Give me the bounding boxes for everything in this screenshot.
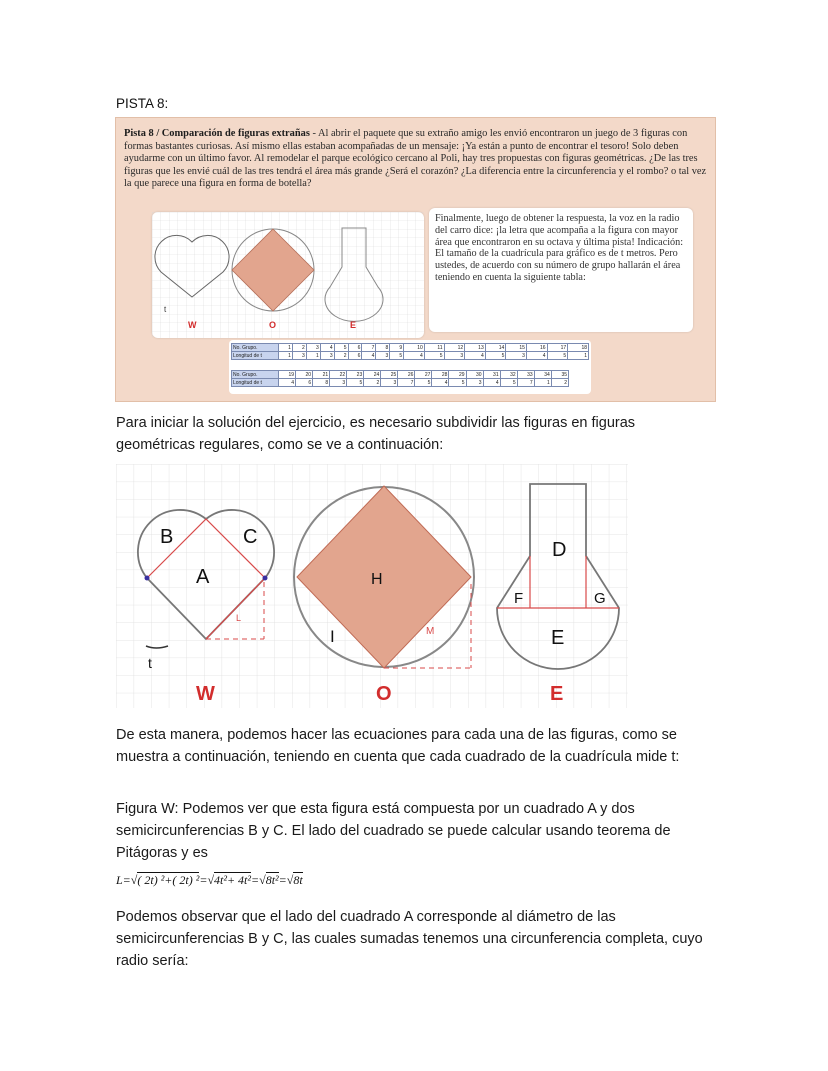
group-number-cell: 5 [334,344,348,352]
clue-text [124,128,708,191]
formula-eq-1: = [199,873,208,887]
group-number-cell: 14 [485,344,506,352]
group-number-cell: 31 [483,371,500,379]
label-w-small: W [188,320,197,330]
length-t-cell: 3 [444,352,465,360]
label-i: I [330,627,335,646]
group-number-cell: 11 [424,344,444,352]
length-t-cell: 3 [330,379,347,387]
label-f: F [514,590,524,607]
label-d: D [552,539,567,561]
intro-paragraph: Para iniciar la solución del ejercicio, es necesario subdividir las figuras en figuras geométricas regulares, como se ve a continuación: [116,415,636,453]
length-t-cell: 5 [390,352,404,360]
group-number-cell: 35 [551,371,568,379]
group-number-cell: 15 [506,344,527,352]
length-t-cell: 5 [449,379,466,387]
group-number-cell: 33 [517,371,534,379]
length-t-cell: 8 [313,379,330,387]
group-number-cell: 22 [330,371,347,379]
group-number-cell: 21 [313,371,330,379]
formula-term-4: 8t [293,873,303,887]
group-number-cell: 25 [381,371,398,379]
length-t-cell: 5 [500,379,517,387]
length-t-cell: 4 [465,352,486,360]
clue-side-text: Finalmente, luego de obtener la respuesta, la voz en la radio del carro dice: ¡la letra que acompaña a la figura con mayor área que encontraron en su octava y última pista! Indicación: El tamaño de la cuadrícula para gráfico es de t metros. Pero ustedes, de acuerdo con su número de grupo hallarán el área teniendo en cuenta la siguiente tabla: [435,213,684,283]
formula-lhs: L= [116,873,131,887]
length-t-cell: 6 [348,352,362,360]
label-m: M [426,626,435,637]
group-number-cell: 28 [432,371,449,379]
group-number-cell: 8 [376,344,390,352]
label-g: G [594,590,606,607]
group-number-cell: 16 [526,344,547,352]
length-t-cell: 4 [279,379,296,387]
formula-eq-2: = [251,873,260,887]
group-number-cell: 2 [292,344,306,352]
group-number-cell: 7 [362,344,376,352]
length-t-cell: 5 [547,352,568,360]
formula-term-3: 8t² [265,873,279,887]
group-number-cell: 30 [466,371,483,379]
pista-title: PISTA 8: [116,96,169,111]
clue-figures-card [152,212,424,338]
length-t-cell: 1 [534,379,551,387]
figure-w-name: W [196,683,215,705]
group-table-2 [231,370,569,387]
group-number-cell: 13 [465,344,486,352]
length-t-cell: 3 [466,379,483,387]
label-c: C [243,526,258,548]
table-header-group: No. Grupo. [232,344,279,352]
group-number-cell: 17 [547,344,568,352]
length-t-cell: 1 [568,352,589,360]
label-a: A [196,566,210,588]
group-table-1 [231,343,589,360]
length-t-cell: 5 [347,379,364,387]
length-t-cell: 3 [320,352,334,360]
clue-figures-grid [152,212,424,338]
group-number-cell: 20 [296,371,313,379]
group-number-cell: 23 [347,371,364,379]
group-number-cell: 9 [390,344,404,352]
table-header-length-2: Longitud de t [232,379,279,387]
label-t: t [148,655,152,671]
subdivision-diagram [116,464,628,708]
group-number-cell: 29 [449,371,466,379]
group-number-cell: 32 [500,371,517,379]
formula-eq-3: = [278,873,287,887]
group-number-cell: 26 [398,371,415,379]
group-table [229,340,591,394]
pythagoras-formula: L=√( 2t) ²+( 2t) ²=√4t²+ 4t²=√8t²=√8t [116,873,303,887]
label-e-part: E [551,627,565,649]
length-t-cell: 7 [398,379,415,387]
formula-term-2: 4t²+ 4t² [214,873,251,887]
label-b: B [160,526,174,548]
clue-side-card [429,208,693,332]
length-t-cell: 2 [551,379,568,387]
length-t-cell: 4 [483,379,500,387]
group-number-cell: 24 [364,371,381,379]
length-t-cell: 2 [364,379,381,387]
group-number-cell: 1 [279,344,293,352]
group-number-cell: 19 [279,371,296,379]
group-number-cell: 6 [348,344,362,352]
figure-w-paragraph: Figura W: Podemos ver que esta figura está compuesta por un cuadrado A y dos semicircunferencias B y C. El lado del cuadrado se puede calcular usando teorema de Pitágoras y es [116,801,671,861]
label-e-small: E [350,320,357,330]
table-header-group-2: No. Grupo. [232,371,279,379]
length-t-cell: 4 [404,352,425,360]
group-number-cell: 27 [415,371,432,379]
length-t-cell: 3 [376,352,390,360]
length-t-cell: 6 [296,379,313,387]
length-t-cell: 3 [381,379,398,387]
length-t-cell: 1 [306,352,320,360]
final-paragraph: Podemos observar que el lado del cuadrado A corresponde al diámetro de las semicircunferencias B y C, las cuales sumadas tenemos una circunferencia completa, cuyo radio sería: [116,909,703,969]
group-number-cell: 10 [404,344,425,352]
label-h: H [371,571,383,588]
figure-o-name: O [376,683,392,705]
clue-heading: Pista 8 / Comparación de figuras extrañas [124,128,310,139]
length-t-cell: 5 [415,379,432,387]
group-number-cell: 18 [568,344,589,352]
group-number-cell: 3 [306,344,320,352]
length-t-cell: 5 [424,352,444,360]
length-t-cell: 4 [362,352,376,360]
figure-e-name: E [550,683,564,705]
length-t-cell: 1 [279,352,293,360]
length-t-cell: 3 [292,352,306,360]
label-o-small: O [269,320,277,330]
length-t-cell: 4 [526,352,547,360]
grid-t-label: t [164,305,167,314]
formula-term-1: ( 2t) ²+( 2t) ² [137,873,200,887]
length-t-cell: 3 [506,352,527,360]
group-number-cell: 4 [320,344,334,352]
clue-body: - Al abrir el paquete que su extraño amigo les envió encontraron un juego de 3 figuras con formas bastantes curiosas. Así mismo ellas estaban acompañadas de un mensaje: ¡Ya están a punto de encontrar el tesoro! Solo deben ayudarme con un último favor. Al remodelar el parque ecológico cercano al Poli, hay tres propuestas con figuras geométricas. ¿De las tres figuras que les envié cuál de las tres tendrá el área más grande ¿Será el corazón? ¿La diferencia entre la circunferencia y el rombo? o tal vez la que parece una figura en forma de botella? [124,128,707,190]
group-number-cell: 34 [534,371,551,379]
label-l: L [236,613,242,623]
length-t-cell: 2 [334,352,348,360]
equations-paragraph: De esta manera, podemos hacer las ecuaciones para cada una de las figuras, como se muestra a continuación, teniendo en cuenta que cada cuadrado de la cuadrícula mide t: [116,727,680,765]
length-t-cell: 4 [432,379,449,387]
length-t-cell: 5 [485,352,506,360]
table-header-length: Longitud de t [232,352,279,360]
length-t-cell: 7 [517,379,534,387]
group-number-cell: 12 [444,344,465,352]
